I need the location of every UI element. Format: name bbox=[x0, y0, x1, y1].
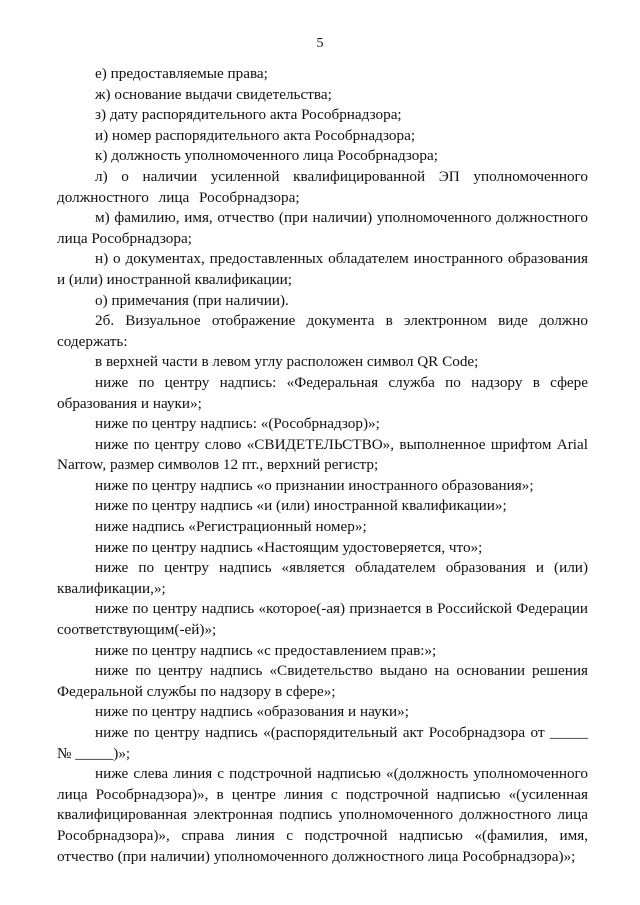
visual-item-reg-number: ниже надпись «Регистрационный номер»; bbox=[95, 518, 367, 536]
list-item-zh: ж) основание выдачи свидетельства; bbox=[95, 85, 332, 103]
document-body bbox=[57, 64, 588, 867]
visual-item-act: ниже по центру надпись «(распорядительный акт Рособрнадзора от _____ № _____)»; bbox=[57, 724, 588, 762]
list-item-m: м) фамилию, имя, отчество (при наличии) уполномоченного должностного лица Рособрнадзора; bbox=[57, 209, 588, 247]
visual-item-service-name: ниже по центру надпись: «Федеральная служба по надзору в сфере образования и науки»; bbox=[57, 373, 588, 412]
visual-item-education-science: ниже по центру надпись «образования и науки»; bbox=[95, 703, 409, 721]
visual-item-certificate-word: ниже по центру слово «СВИДЕТЕЛЬСТВО», выполненное шрифтом Arial Narrow, размер символов 12 пт., верхний регистр; bbox=[57, 435, 588, 474]
list-item-z: з) дату распорядительного акта Рособрнадзора; bbox=[95, 106, 402, 124]
visual-item-qualification: ниже по центру надпись «и (или) иностранной квалификации»; bbox=[95, 497, 507, 515]
visual-item-signature-lines: ниже слева линия с подстрочной надписью «(должность уполномоченного лица Рособрнадзора)», в центре линия с подстрочной надписью «(усиленная квалифицированная электронная подпись уполномоченного должностного лица Рособрнадзора)», справа линия с подстрочной надписью «(фамилия, имя, отчество (при наличии) уполномоченного должностного лица Рособрнадзора)»; bbox=[57, 765, 588, 865]
list-item-k: к) должность уполномоченного лица Рособрнадзора; bbox=[95, 147, 438, 165]
visual-item-issued-basis: ниже по центру надпись «Свидетельство выдано на основании решения Федеральной службы по надзору в сфере»; bbox=[57, 662, 588, 700]
visual-item-holder: ниже по центру надпись «является обладателем образования и (или) квалификации,»; bbox=[57, 559, 588, 597]
visual-item-rosobrnadzor: ниже по центру надпись: «(Рособрнадзор)»; bbox=[95, 415, 380, 433]
list-item-e: е) предоставляемые права; bbox=[95, 65, 268, 82]
page-number: 5 bbox=[316, 36, 324, 51]
visual-item-recognized: ниже по центру надпись «которое(-ая) признается в Российской Федерации соответствующим(-ей)»; bbox=[57, 600, 588, 639]
visual-item-recognition: ниже по центру надпись «о признании иностранного образования»; bbox=[95, 476, 534, 494]
list-item-o: о) примечания (при наличии). bbox=[95, 291, 289, 309]
list-item-n: н) о документах, предоставленных обладателем иностранного образования и (или) иностранной квалификации; bbox=[57, 250, 588, 288]
visual-item-rights: ниже по центру надпись «с предоставлением прав:»; bbox=[95, 641, 437, 659]
list-item-l: л) о наличии усиленной квалифицированной ЭП уполномоченного должностного лица Рособрнадзора; bbox=[57, 167, 588, 206]
list-item-i: и) номер распорядительного акта Рособрнадзора; bbox=[95, 126, 416, 144]
visual-item-qr: в верхней части в левом углу расположен символ QR Code; bbox=[95, 353, 479, 371]
visual-item-certify: ниже по центру надпись «Настоящим удостоверяется, что»; bbox=[95, 538, 483, 556]
section-2b-heading: 2б. Визуальное отображение документа в электронном виде должно содержать: bbox=[57, 312, 588, 350]
